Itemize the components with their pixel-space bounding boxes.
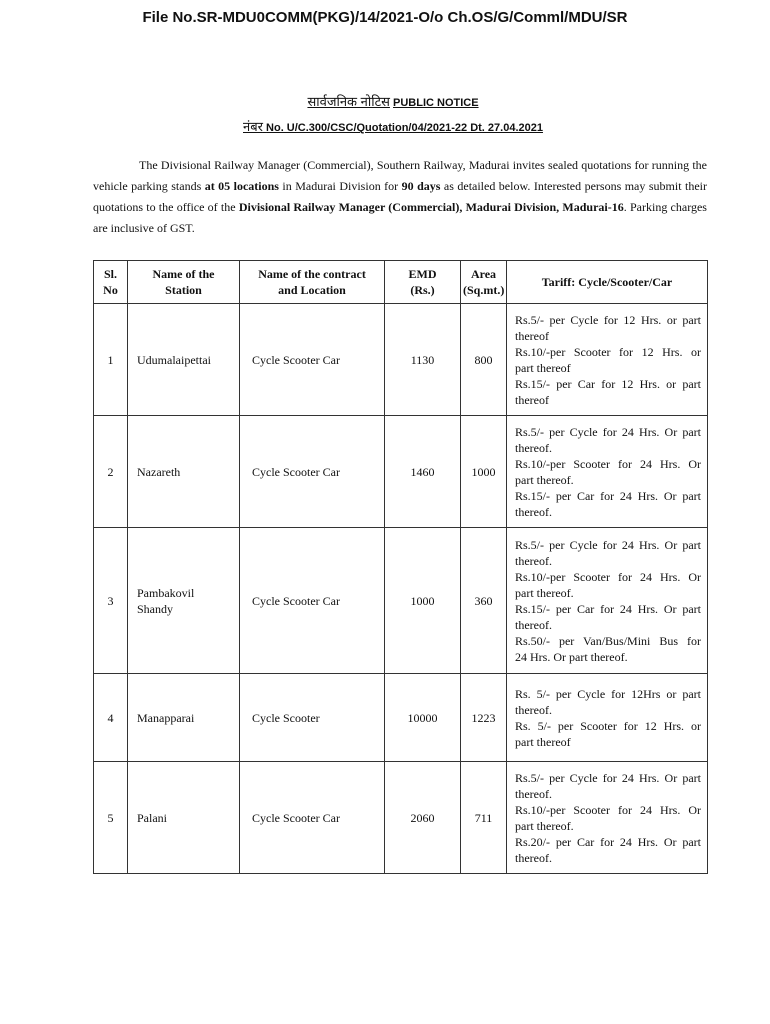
row-emd: 1130 (385, 304, 461, 416)
table-row (94, 762, 708, 874)
row-sl-no: 4 (94, 674, 128, 762)
row-emd: 1000 (385, 528, 461, 674)
header-area: Area (Sq.mt.) (461, 261, 507, 304)
row-sl-no: 5 (94, 762, 128, 874)
row-tariff: Rs.5/- per Cycle for 12 Hrs. or part thereof Rs.10/-per Scooter for 12 Hrs. or part thereof Rs.15/- per Car for 12 Hrs. or part thereof (507, 304, 708, 416)
row-emd: 1460 (385, 416, 461, 528)
table-row (94, 416, 708, 528)
row-area: 360 (461, 528, 507, 674)
row-contract: Cycle Scooter Car (240, 762, 385, 874)
row-tariff: Rs.5/- per Cycle for 24 Hrs. Or part thereof. Rs.10/-per Scooter for 24 Hrs. Or part thereof. Rs.15/- per Car for 24 Hrs. Or part thereof. (507, 416, 708, 528)
table-row (94, 528, 708, 674)
file-number: File No.SR-MDU0COMM(PKG)/14/2021-O/o Ch.OS/G/Comml/MDU/SR (142, 9, 628, 26)
table-header-row (94, 261, 708, 304)
intro-locations: at 05 locations (204, 179, 279, 193)
row-station: Pambakovil Shandy (128, 528, 240, 674)
row-contract: Cycle Scooter Car (240, 528, 385, 674)
row-tariff: Rs.5/- per Cycle for 24 Hrs. Or part thereof. Rs.10/-per Scooter for 24 Hrs. Or part thereof. Rs.15/- per Car for 24 Hrs. Or part thereof. Rs.50/- per Van/Bus/Mini Bus for 24 Hrs. Or part thereof. (507, 528, 708, 674)
row-contract: Cycle Scooter Car (240, 304, 385, 416)
intro-text-4: . Parking charges are inclusive of GST. (93, 200, 707, 235)
reference-hindi: नंबर (243, 119, 263, 134)
notice-title-english: PUBLIC NOTICE (393, 97, 479, 109)
header-contract: Name of the contract and Location (240, 261, 385, 304)
row-sl-no: 3 (94, 528, 128, 674)
row-station: Palani (128, 762, 240, 874)
parking-table (93, 260, 708, 874)
notice-reference (0, 117, 770, 135)
row-station: Nazareth (128, 416, 240, 528)
reference-number: No. U/C.300/CSC/Quotation/04/2021-22 Dt. 27.04.2021 (266, 122, 543, 134)
row-area: 1000 (461, 416, 507, 528)
row-contract: Cycle Scooter Car (240, 416, 385, 528)
row-emd: 2060 (385, 762, 461, 874)
row-sl-no: 2 (94, 416, 128, 528)
table-row (94, 674, 708, 762)
row-sl-no: 1 (94, 304, 128, 416)
intro-text-3: as detailed below. Interested persons may submit their quotations to the office of the (93, 179, 707, 214)
row-area: 711 (461, 762, 507, 874)
notice-title (0, 92, 770, 110)
row-emd: 10000 (385, 674, 461, 762)
row-area: 800 (461, 304, 507, 416)
notice-title-hindi: सार्वजनिक नोटिस (307, 94, 390, 109)
header-tariff: Tariff: Cycle/Scooter/Car (507, 261, 708, 304)
row-station: Manapparai (128, 674, 240, 762)
row-tariff: Rs. 5/- per Cycle for 12Hrs or part thereof. Rs. 5/- per Scooter for 12 Hrs. or part thereof (507, 674, 708, 762)
header-sl-no: Sl. No (94, 261, 128, 304)
intro-office: Divisional Railway Manager (Commercial), Madurai Division, Madurai-16 (238, 200, 624, 214)
row-area: 1223 (461, 674, 507, 762)
intro-duration: 90 days (401, 179, 441, 193)
table-row (94, 304, 708, 416)
header-emd: EMD (Rs.) (385, 261, 461, 304)
row-tariff: Rs.5/- per Cycle for 24 Hrs. Or part thereof. Rs.10/-per Scooter for 24 Hrs. Or part thereof. Rs.20/- per Car for 24 Hrs. Or part thereof. (507, 762, 708, 874)
intro-text-2: in Madurai Division for (278, 179, 402, 193)
row-contract: Cycle Scooter (240, 674, 385, 762)
intro-text-1: The Divisional Railway Manager (Commercial), Southern Railway, Madurai invites sealed quotations for running the vehicle parking stands (93, 158, 707, 193)
header-station: Name of the Station (128, 261, 240, 304)
intro-paragraph (93, 155, 707, 239)
row-station: Udumalaipettai (128, 304, 240, 416)
